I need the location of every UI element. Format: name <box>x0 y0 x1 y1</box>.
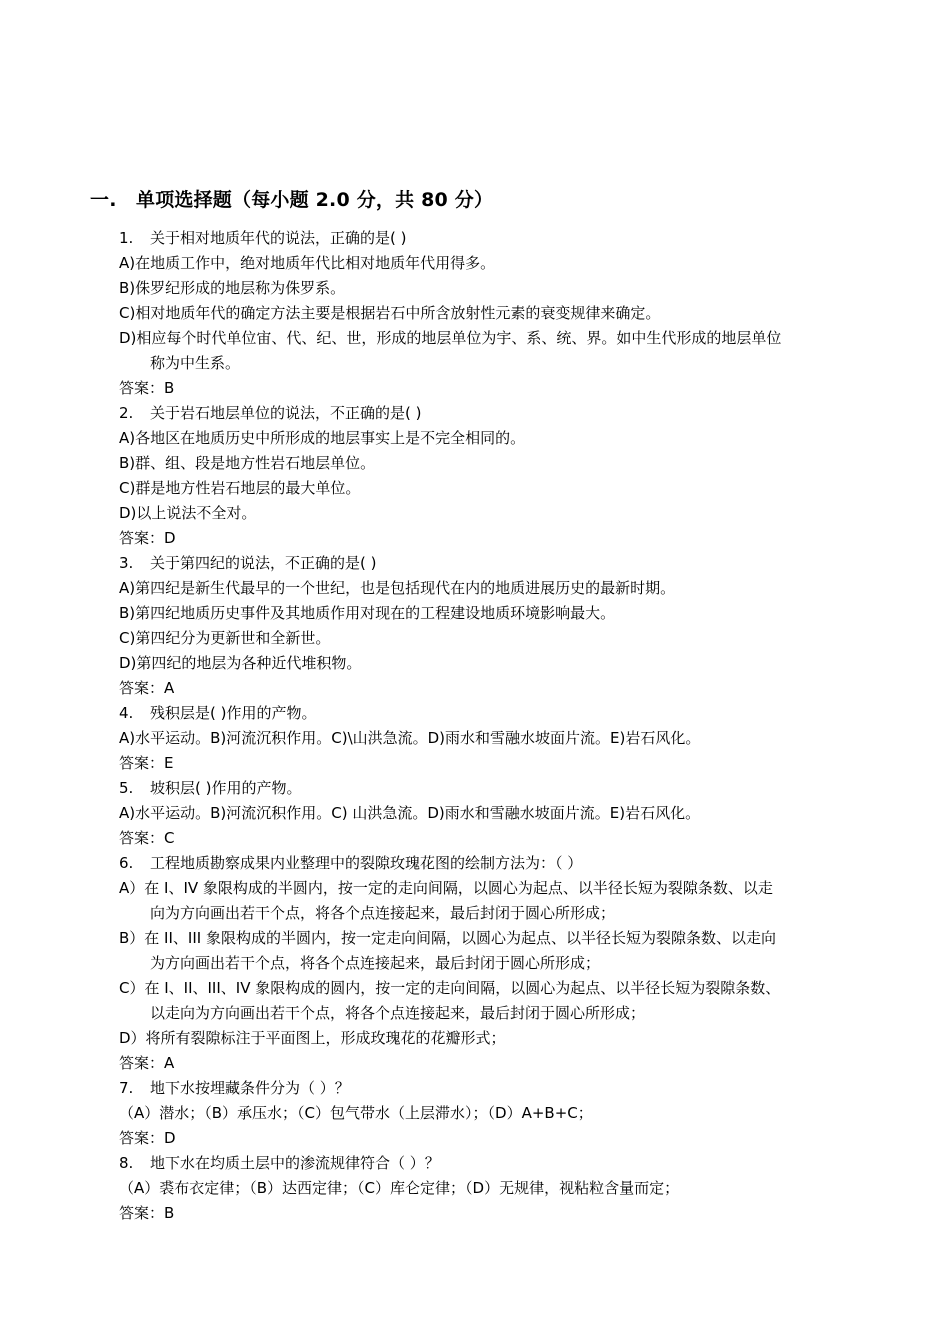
option-line: C)第四纪分为更新世和全新世。 <box>119 629 331 647</box>
question-stem <box>119 1076 864 1101</box>
option-line: B）在 II、III 象限构成的半圆内，按一定走向间隔，以圆心为起点、以半径长短为裂隙条数、以走向 <box>119 929 776 947</box>
option-line: A)第四纪是新生代最早的一个世纪，也是包括现代在内的地质进展历史的最新时期。 <box>119 579 676 597</box>
option-line: B)第四纪地质历史事件及其地质作用对现在的工程建设地质环境影响最大。 <box>119 604 616 622</box>
question-number: 1. <box>119 229 134 247</box>
option-line: B)群、组、段是地方性岩石地层单位。 <box>119 454 376 472</box>
question-block <box>119 776 864 851</box>
option-line: B)侏罗纪形成的地层称为侏罗系。 <box>119 279 346 297</box>
option-continuation: 向为方向画出若干个点，将各个点连接起来，最后封闭于圆心所形成； <box>150 904 616 922</box>
answer-line: 答案：D <box>119 529 176 547</box>
answer-line: 答案：B <box>119 1204 175 1222</box>
question-stem <box>119 226 864 251</box>
question-list <box>119 226 864 1226</box>
question-number: 4. <box>119 704 134 722</box>
option-continuation: 以走向为方向画出若干个点，将各个点连接起来，最后封闭于圆心所形成； <box>150 1004 646 1022</box>
question-stem <box>119 701 864 726</box>
option-line: D)相应每个时代单位宙、代、纪、世，形成的地层单位为宇、系、统、界。如中生代形成的地层单位 <box>119 329 782 347</box>
question-text: 关于相对地质年代的说法，正确的是( ) <box>150 229 407 247</box>
question-block <box>119 1151 864 1226</box>
answer-line: 答案：A <box>119 679 175 697</box>
question-number: 2. <box>119 404 134 422</box>
question-text: 工程地质勘察成果内业整理中的裂隙玫瑰花图的绘制方法为：（ ） <box>150 854 583 872</box>
option-line: A)水平运动。B)河流沉积作用。C) 山洪急流。D)雨水和雪融水坡面片流。E)岩石风化。 <box>119 804 701 822</box>
question-block <box>119 1076 864 1151</box>
question-block <box>119 401 864 551</box>
question-block <box>119 226 864 401</box>
question-text: 地下水在均质土层中的渗流规律符合（ ）？ <box>150 1154 440 1172</box>
question-text: 地下水按埋藏条件分为（ ）？ <box>150 1079 350 1097</box>
question-stem <box>119 776 864 801</box>
option-continuation: 为方向画出若干个点，将各个点连接起来，最后封闭于圆心所形成； <box>150 954 601 972</box>
question-stem <box>119 551 864 576</box>
question-text: 关于岩石地层单位的说法，不正确的是( ) <box>150 404 422 422</box>
question-number: 8. <box>119 1154 134 1172</box>
question-text: 关于第四纪的说法，不正确的是( ) <box>150 554 377 572</box>
answer-line: 答案：B <box>119 379 175 397</box>
option-line: A）在 I、IV 象限构成的半圆内，按一定的走向间隔，以圆心为起点、以半径长短为裂隙条数、以走 <box>119 879 773 897</box>
option-line: （A）裘布衣定律；（B）达西定律；（C）库仑定律；（D）无规律，视粘粒含量而定； <box>119 1179 680 1197</box>
question-stem <box>119 1151 864 1176</box>
section-title-text: 单项选择题（每小题 2.0 分，共 80 分） <box>136 189 494 211</box>
option-line: （A）潜水；（B）承压水；（C）包气带水（上层滞水）；（D）A+B+C； <box>119 1104 593 1122</box>
question-block <box>119 551 864 701</box>
option-line: C)群是地方性岩石地层的最大单位。 <box>119 479 361 497</box>
option-line: D)第四纪的地层为各种近代堆积物。 <box>119 654 362 672</box>
option-line: A)水平运动。B)河流沉积作用。C)\山洪急流。D)雨水和雪融水坡面片流。E)岩石风化。 <box>119 729 701 747</box>
answer-line: 答案：D <box>119 1129 176 1147</box>
question-number: 7. <box>119 1079 134 1097</box>
option-line: A)在地质工作中，绝对地质年代比相对地质年代用得多。 <box>119 254 496 272</box>
option-line: C）在 I、II、III、IV 象限构成的圆内，按一定的走向间隔，以圆心为起点、以半径长短为裂隙条数、 <box>119 979 781 997</box>
question-number: 5. <box>119 779 134 797</box>
section-number: 一. <box>90 189 117 211</box>
answer-line: 答案：C <box>119 829 175 847</box>
question-number: 3. <box>119 554 134 572</box>
question-block <box>119 701 864 776</box>
question-stem <box>119 401 864 426</box>
answer-line: 答案：A <box>119 1054 175 1072</box>
question-text: 坡积层( )作用的产物。 <box>150 779 302 797</box>
option-continuation: 称为中生系。 <box>150 354 241 372</box>
section-heading <box>90 185 493 212</box>
option-line: C)相对地质年代的确定方法主要是根据岩石中所含放射性元素的衰变规律来确定。 <box>119 304 661 322</box>
question-number: 6. <box>119 854 134 872</box>
question-text: 残积层是( )作用的产物。 <box>150 704 317 722</box>
question-stem <box>119 851 864 876</box>
answer-line: 答案：E <box>119 754 174 772</box>
option-line: A)各地区在地质历史中所形成的地层事实上是不完全相同的。 <box>119 429 526 447</box>
option-line: D）将所有裂隙标注于平面图上，形成玫瑰花的花瓣形式； <box>119 1029 506 1047</box>
option-line: D)以上说法不全对。 <box>119 504 257 522</box>
question-block <box>119 851 864 1076</box>
